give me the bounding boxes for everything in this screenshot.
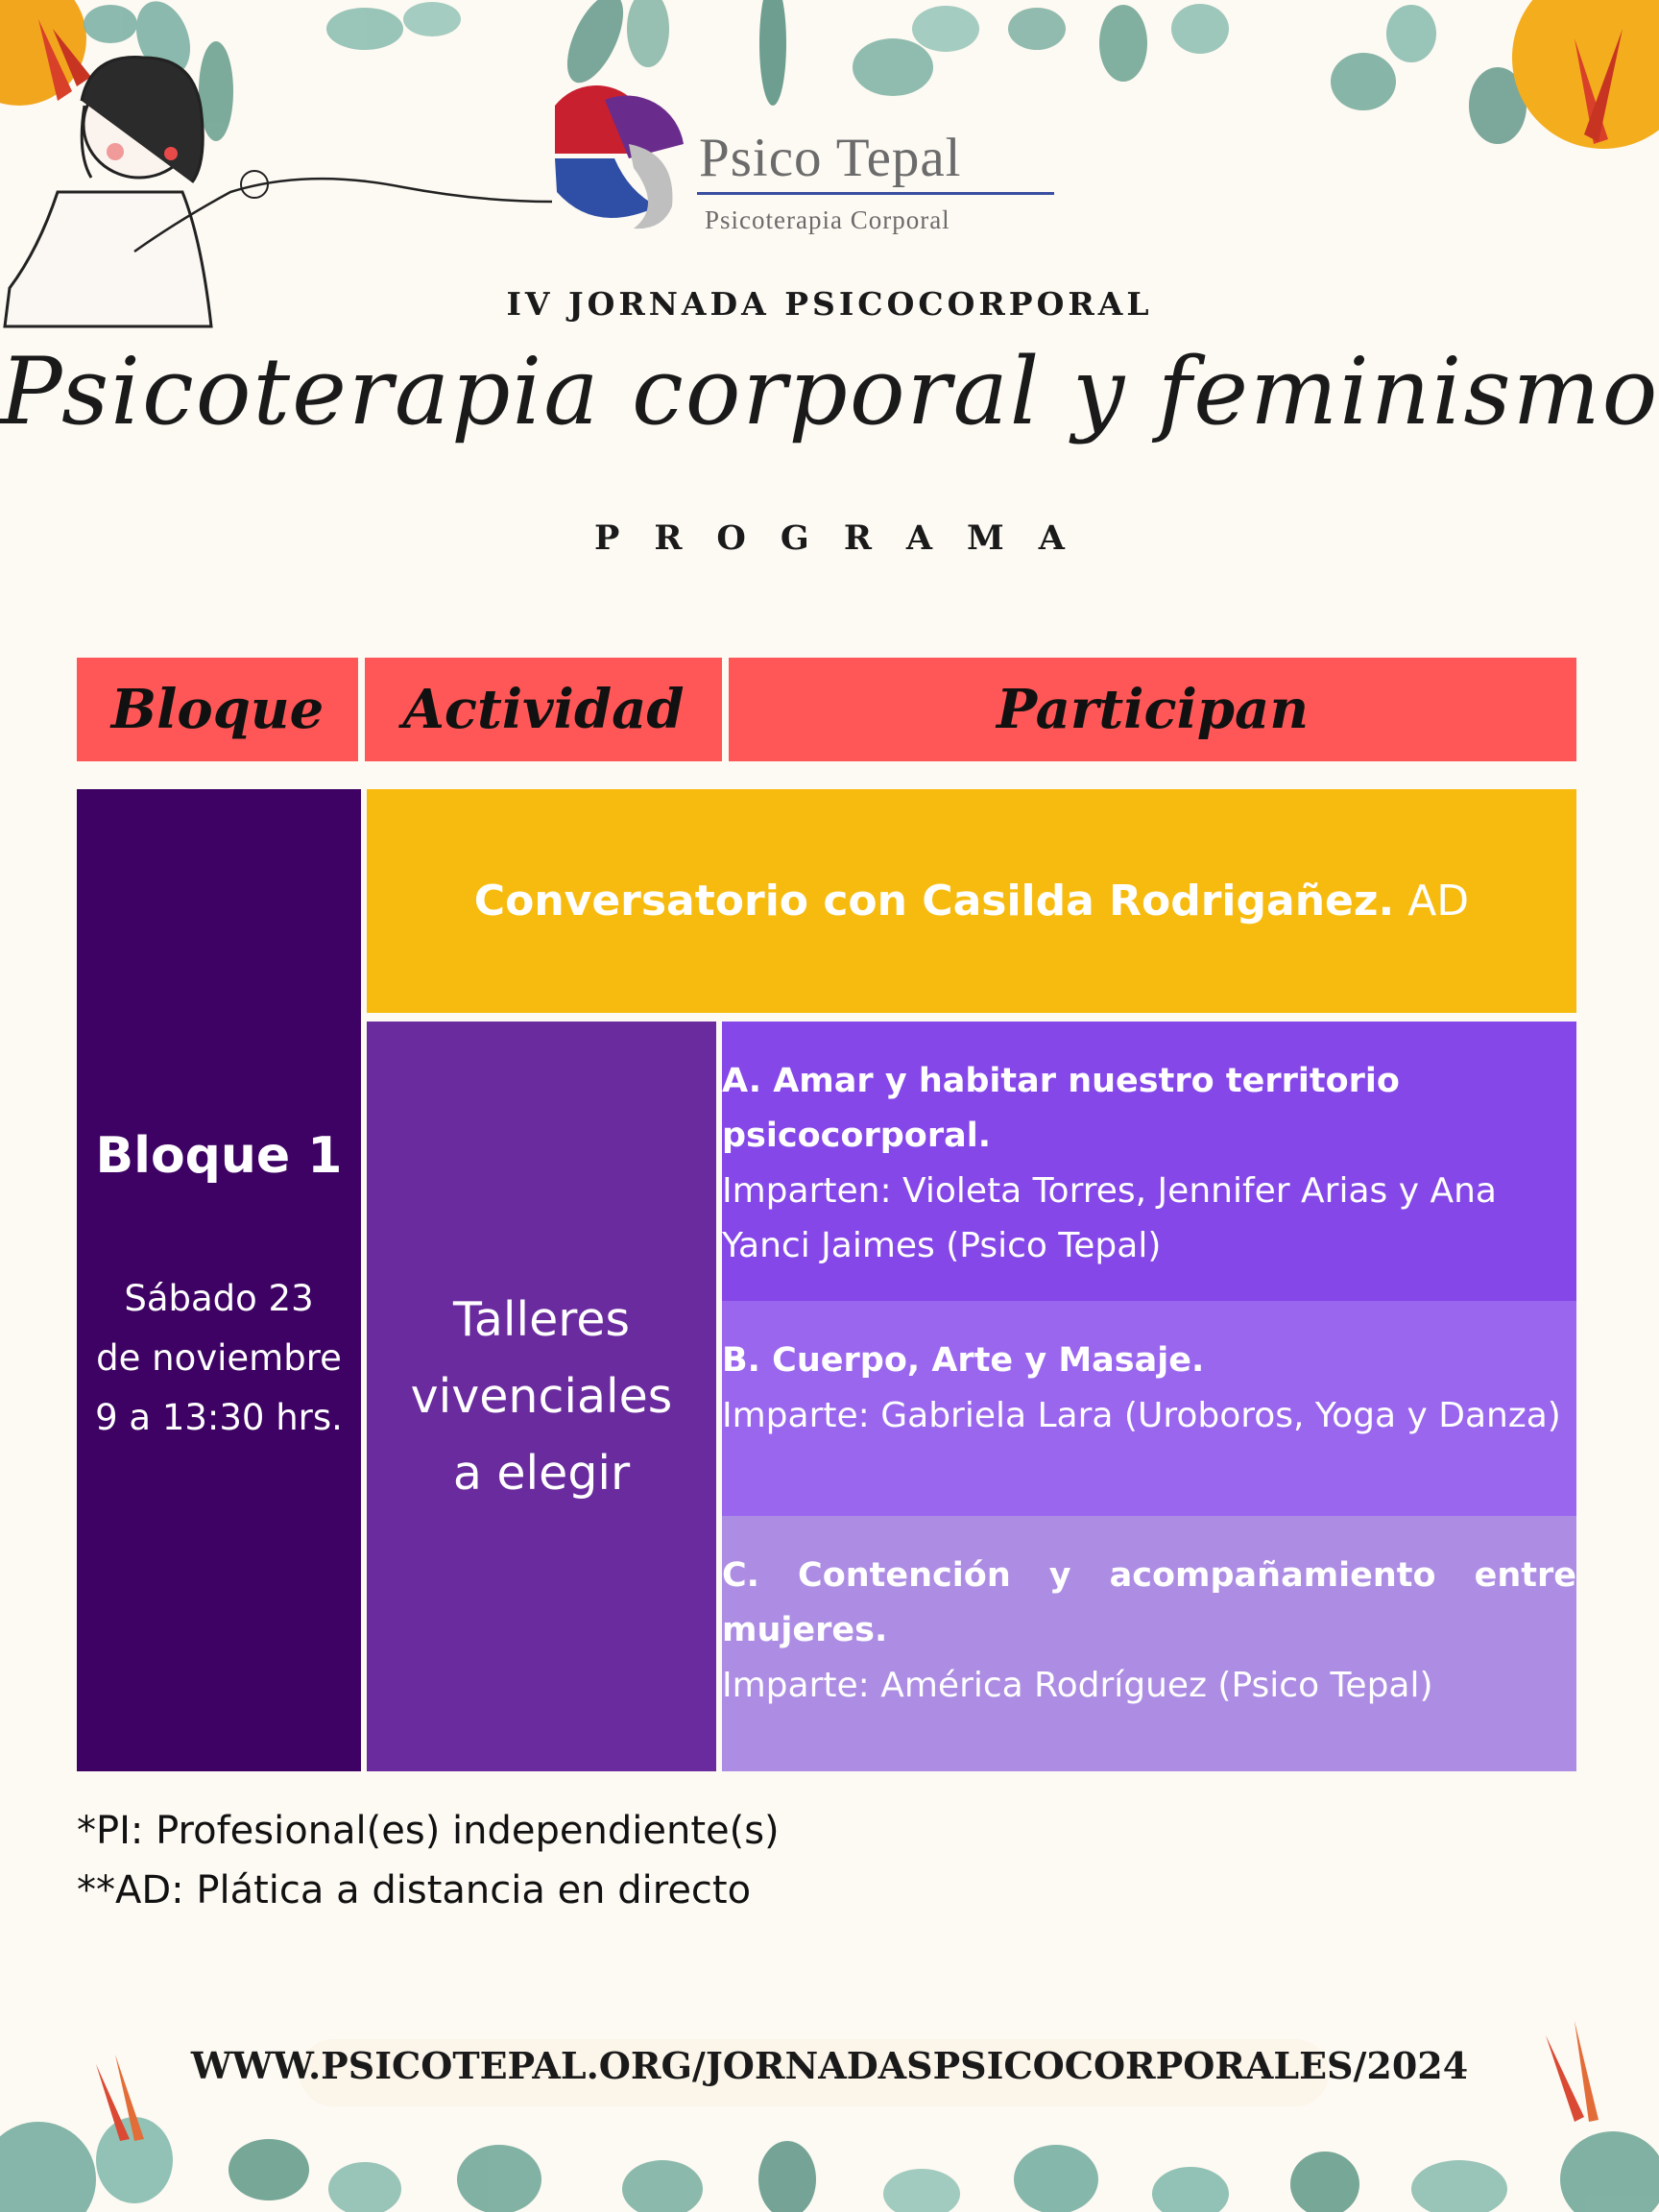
option-a-title: A. Amar y habitar nuestro territorio psicocorporal. [722, 1062, 1400, 1155]
conversatorio-cell [367, 789, 1576, 1013]
header-participan: Participan [729, 658, 1576, 761]
option-a-cell [722, 1022, 1576, 1301]
conversatorio-tag: AD [1407, 877, 1470, 926]
footer-url-link[interactable]: WWW.PSICOTEPAL.ORG/JORNADASPSICOCORPORALES/2024 [190, 2044, 1469, 2087]
header-bloque: Bloque [77, 658, 358, 761]
brand-divider [697, 192, 1054, 195]
event-title: Psicoterapia corporal y feminismo [0, 338, 1659, 445]
option-b-title: B. Cuerpo, Arte y Masaje. [722, 1341, 1205, 1380]
orange-flower-icon [0, 0, 91, 106]
activity-cell: Talleres vivenciales a elegir [367, 1022, 716, 1771]
brand-tagline: Psicoterapia Corporal [705, 205, 950, 234]
event-edition: IV JORNADA PSICOCORPORAL [506, 285, 1153, 323]
psico-tepal-logo-icon [555, 85, 684, 228]
option-c-title: C. Contención y acompañamiento entre mujeres. [722, 1556, 1576, 1649]
header-actividad: Actividad [365, 658, 722, 761]
option-c-detail: Imparte: América Rodríguez (Psico Tepal) [722, 1666, 1433, 1705]
option-b-detail: Imparte: Gabriela Lara (Uroboros, Yoga y Danza) [722, 1396, 1561, 1435]
option-a-detail: Imparten: Violeta Torres, Jennifer Arias y Ana Yanci Jaimes (Psico Tepal) [722, 1171, 1497, 1265]
conversatorio-title: Conversatorio con Casilda Rodrigañez. [473, 877, 1395, 926]
brand-name: Psico Tepal [699, 128, 962, 188]
note-pi: *PI: Profesional(es) independiente(s) [77, 1809, 780, 1853]
block-cell [77, 789, 361, 1771]
block-schedule: Sábado 23 de noviembre 9 a 13:30 hrs. [95, 1278, 343, 1438]
note-ad: **AD: Plática a distancia en directo [77, 1868, 752, 1912]
option-c-cell [722, 1516, 1576, 1771]
section-title: PROGRAMA [594, 518, 1099, 558]
block-name: Bloque 1 [95, 1127, 343, 1185]
yellow-flower-icon [1512, 0, 1659, 149]
option-b-cell [722, 1301, 1576, 1516]
